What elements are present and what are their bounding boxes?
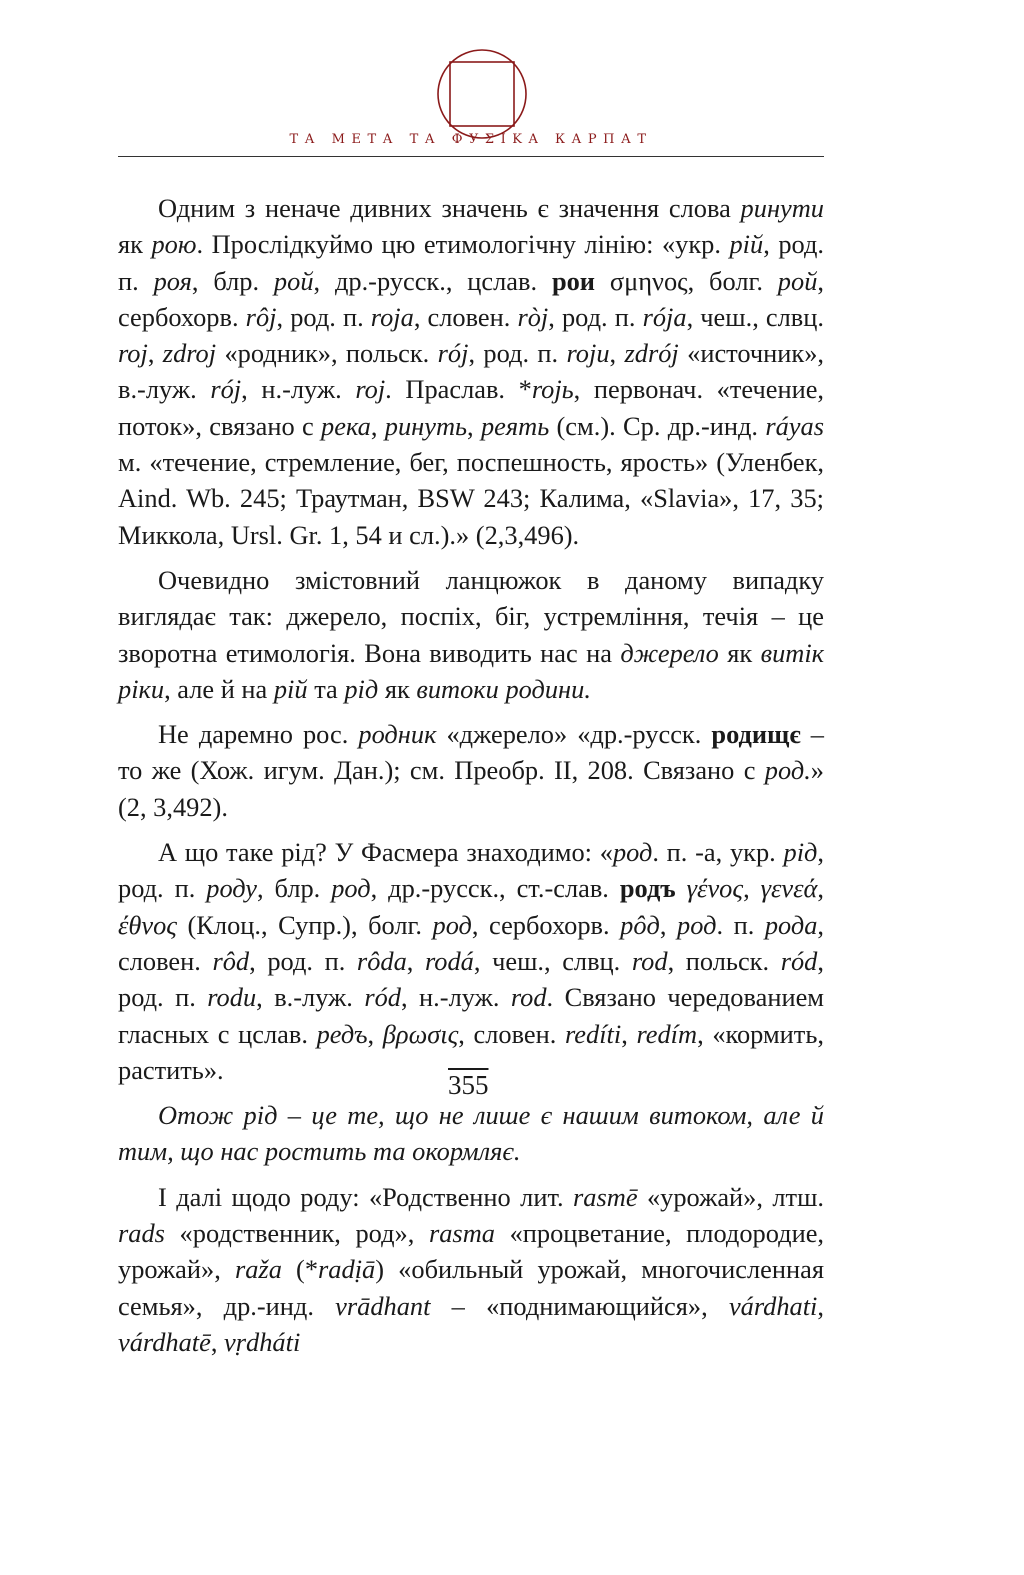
italic-term: várdhati	[728, 1290, 818, 1321]
text-run: , род. п.	[118, 229, 824, 296]
italic-term: реять	[480, 410, 550, 441]
italic-term: rója	[642, 301, 687, 332]
text-run: «родник», польск.	[216, 338, 438, 369]
text-run: ,	[406, 945, 425, 976]
italic-term: род	[677, 909, 717, 940]
text-run: – «поднимающийся»,	[430, 1290, 729, 1321]
text-run: . Связано чередованием гласных с цслав.	[118, 982, 824, 1049]
italic-term: rads	[118, 1218, 165, 1249]
text-run: . Праслав. *	[385, 374, 532, 405]
text-run: , др.-русск., цслав.	[313, 265, 552, 296]
church-slavonic-term: родищє	[711, 719, 801, 750]
text-run: , але й на	[164, 673, 274, 704]
text-run: , род. п.	[118, 837, 824, 904]
paragraph	[118, 1097, 824, 1170]
italic-term: витік ріки	[118, 637, 825, 704]
italic-term: витоки родини.	[416, 673, 591, 704]
italic-term: рою	[151, 229, 197, 260]
italic-term: ròj	[517, 301, 549, 332]
text-run: , словен.	[118, 909, 825, 976]
italic-term: ринути	[740, 193, 824, 223]
paragraph	[118, 834, 824, 1088]
text-run: σμηνος, болг.	[595, 265, 778, 296]
text-run: І далі щодо роду: «Родственно лит.	[158, 1181, 574, 1212]
italic-term: rodá	[425, 945, 474, 976]
italic-term: várdhatē	[118, 1326, 211, 1357]
italic-term: Отож рід – це те, що не лише є нашим витоком, але й тим, що нас ростить та окормляє.	[118, 1100, 824, 1167]
text-run: ,	[659, 909, 678, 940]
text-run: ,	[817, 1290, 824, 1321]
italic-term: рой	[273, 265, 314, 296]
italic-term: vṛdháti	[224, 1326, 301, 1357]
italic-term: έθνος	[118, 909, 177, 940]
text-run: , «кормить, растить».	[118, 1018, 824, 1085]
italic-term: rôd	[212, 945, 250, 976]
running-header: ТА МЕТА ТА ФУΣΙΚΑ КАРПАТ	[289, 132, 653, 147]
italic-term: редъ	[316, 1018, 368, 1049]
text-run: (Клоц., Супр.), болг.	[176, 909, 433, 940]
italic-term: rôda	[356, 945, 407, 976]
italic-term: rasmē	[573, 1181, 638, 1212]
text-run: , род. п.	[249, 945, 357, 976]
text-run: «родственник, род»,	[164, 1218, 429, 1249]
italic-term: ráyas	[765, 410, 824, 441]
italic-term: radịā	[318, 1254, 376, 1285]
text-run: як	[718, 637, 761, 668]
text-run: ,	[817, 873, 824, 904]
text-run: ,	[370, 410, 385, 441]
text-run: «источник», в.-луж.	[118, 338, 824, 405]
text-run: , сербохорв.	[471, 909, 621, 940]
text-run: , блр.	[191, 265, 274, 296]
text-run: «процветание, плодородие, урожай»,	[118, 1218, 825, 1285]
paragraph	[118, 1179, 824, 1360]
text-run: , польск.	[667, 945, 781, 976]
italic-term: roj	[355, 374, 386, 405]
text-run: , н.-луж.	[401, 982, 511, 1013]
text-run: А що таке рід? У Фасмера знаходимо: «	[158, 837, 613, 868]
italic-term: рой	[777, 265, 818, 296]
church-slavonic-term: родъ	[619, 873, 676, 904]
italic-term: род	[432, 909, 472, 940]
church-slavonic-term: рои	[551, 265, 596, 296]
text-run: (см.). Ср. др.-инд.	[549, 410, 766, 441]
italic-term: redíti	[565, 1018, 622, 1049]
text-run: , сербохорв.	[118, 265, 824, 332]
text-run: , род. п.	[548, 301, 643, 332]
text-run: , н.-луж.	[241, 374, 356, 405]
text-run: . п. -а, укр.	[652, 837, 784, 868]
italic-term: рій	[729, 229, 764, 260]
italic-term: рід	[344, 673, 379, 704]
italic-term: rôj	[245, 301, 277, 332]
italic-term: река	[321, 410, 371, 441]
text-run: , род. п.	[118, 945, 824, 1013]
italic-term: rod	[631, 945, 668, 976]
italic-term: джерело	[620, 637, 719, 668]
text-run: ,	[743, 873, 761, 904]
italic-term: рій	[273, 673, 308, 704]
header-emblem-icon	[436, 48, 528, 140]
text-run: . Прослідкуймо цю етимологічну лінію: «укр.	[196, 229, 730, 260]
text-run: . п.	[716, 909, 765, 940]
italic-term: родник	[358, 719, 437, 750]
text-run: , чеш., слвц.	[473, 945, 632, 976]
italic-term: rod	[510, 982, 547, 1013]
text-run: та	[307, 673, 345, 704]
text-run: ,	[621, 1018, 637, 1049]
text-run: ,	[467, 410, 481, 441]
text-run: як	[118, 229, 152, 260]
italic-term: ród	[364, 982, 402, 1013]
text-run: «урожай», лтш.	[637, 1181, 824, 1212]
text-run: , чеш., слвц.	[686, 301, 824, 332]
text-run: «джерело» «др.-русск.	[436, 719, 712, 750]
text-run: Очевидно змістовний ланцюжок в даному випадку виглядає так: джерело, поспіх, біг, устремління, течія – це зворотна етимологія. Вона виводить нас на	[118, 564, 824, 668]
text-run: Не даремно рос.	[158, 719, 359, 750]
text-run: , др.-русск., ст.-слав.	[370, 873, 620, 904]
italic-term: роя	[153, 265, 192, 296]
text-run	[676, 873, 687, 903]
italic-term: βρωσις	[382, 1018, 459, 1049]
text-run: , род. п.	[468, 338, 567, 369]
italic-term: γένος	[686, 873, 744, 904]
paragraph	[118, 716, 824, 825]
italic-term: ród	[780, 945, 818, 976]
italic-term: rój	[437, 338, 469, 369]
italic-term: roj	[118, 338, 148, 369]
text-run: – то же (Хож. игум. Дан.); см. Преобр. II, 208. Связано с	[118, 719, 825, 786]
italic-term: raža	[234, 1254, 282, 1285]
text-run: , в.-луж.	[256, 982, 365, 1013]
text-run: ,	[210, 1326, 225, 1357]
italic-term: ринуть	[384, 410, 468, 441]
text-run: » (2, 3,492).	[118, 755, 824, 822]
italic-term: рід	[783, 837, 818, 868]
italic-term: род	[612, 837, 653, 868]
header-divider	[118, 156, 824, 157]
italic-term: rojь	[531, 374, 574, 405]
text-run: (*	[281, 1254, 319, 1285]
italic-term: γενεά	[760, 873, 818, 904]
italic-term: rodu	[207, 982, 257, 1013]
paragraph	[118, 562, 824, 707]
italic-term: rasma	[428, 1218, 495, 1249]
text-run: ) «обильный урожай, многочисленная семья», др.-инд.	[118, 1254, 824, 1321]
italic-term: рода	[764, 909, 818, 940]
text-run: Одним з неначе дивних значень є значення слова	[158, 193, 741, 223]
text-run: , первонач. «течение, поток», связано с	[118, 374, 824, 441]
text-run: , род. п.	[276, 301, 371, 332]
text-run: м. «течение, стремление, бег, поспешность, ярость» (Уленбек, Aind. Wb. 245; Траутман, BSW 243; Калима, «Slavia», 17, 35; Миккола, Ursl. Gr. 1, 54 и сл.).» (2,3,496).	[118, 447, 824, 550]
italic-term: vrādhant	[335, 1290, 431, 1321]
italic-term: zdroj	[162, 338, 217, 369]
italic-term: rój	[210, 374, 242, 405]
text-run: ,	[147, 338, 163, 369]
italic-term: roju	[566, 338, 610, 369]
text-run: ,	[609, 338, 625, 369]
italic-term: роду	[206, 873, 258, 904]
paragraph	[118, 190, 824, 553]
text-run: ,	[367, 1018, 383, 1049]
italic-term: zdrój	[624, 338, 679, 369]
text-run: , блр.	[257, 873, 332, 904]
body-text	[118, 190, 824, 1360]
italic-term: redím	[636, 1018, 698, 1049]
italic-term: roja	[370, 301, 414, 332]
text-run: , словен.	[413, 301, 518, 332]
text-run: , словен.	[458, 1018, 566, 1049]
italic-term: род.	[764, 755, 811, 786]
text-run: як	[378, 673, 417, 704]
italic-term: рôд	[620, 909, 660, 940]
italic-term: род	[331, 873, 371, 904]
page-number: 355	[448, 1070, 489, 1100]
